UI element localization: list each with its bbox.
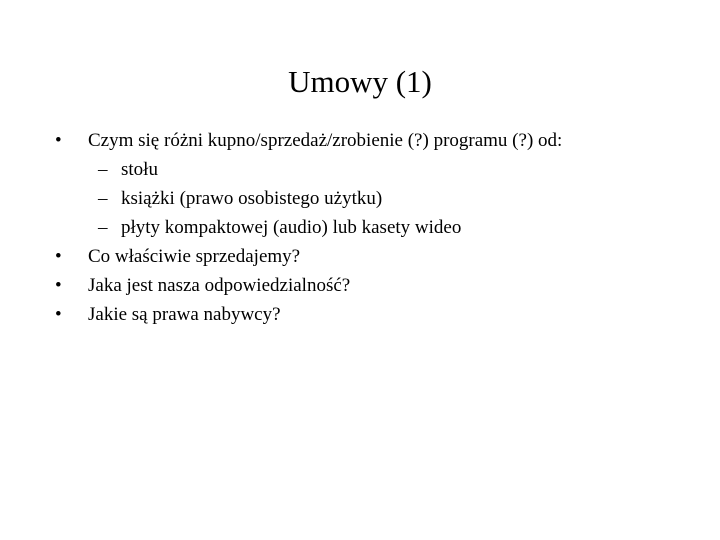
list-item-text: Jaka jest nasza odpowiedzialność? (88, 275, 351, 296)
list-item (55, 271, 705, 300)
sub-list-item-text: stołu (121, 159, 158, 180)
bullet-icon: • (55, 246, 62, 267)
sub-list-item-text: książki (prawo osobistego użytku) (121, 188, 383, 209)
bullet-list (55, 126, 705, 329)
sub-list-item (55, 155, 705, 184)
sub-list-item-text: płyty kompaktowej (audio) lub kasety wideo (121, 217, 462, 238)
list-item-text: Czym się różni kupno/sprzedaż/zrobienie (?) programu (?) od: (88, 130, 563, 151)
list-item (55, 126, 705, 155)
list-item-text: Co właściwie sprzedajemy? (88, 246, 301, 267)
dash-icon: – (98, 188, 108, 209)
list-item (55, 242, 705, 271)
list-item (55, 300, 705, 329)
sub-list-item (55, 213, 705, 242)
bullet-icon: • (55, 275, 62, 296)
bullet-icon: • (55, 304, 62, 325)
dash-icon: – (98, 217, 108, 238)
bullet-icon: • (55, 130, 62, 151)
dash-icon: – (98, 159, 108, 180)
list-item-text: Jakie są prawa nabywcy? (88, 304, 281, 325)
slide-title: Umowy (1) (288, 64, 432, 99)
sub-list-item (55, 184, 705, 213)
